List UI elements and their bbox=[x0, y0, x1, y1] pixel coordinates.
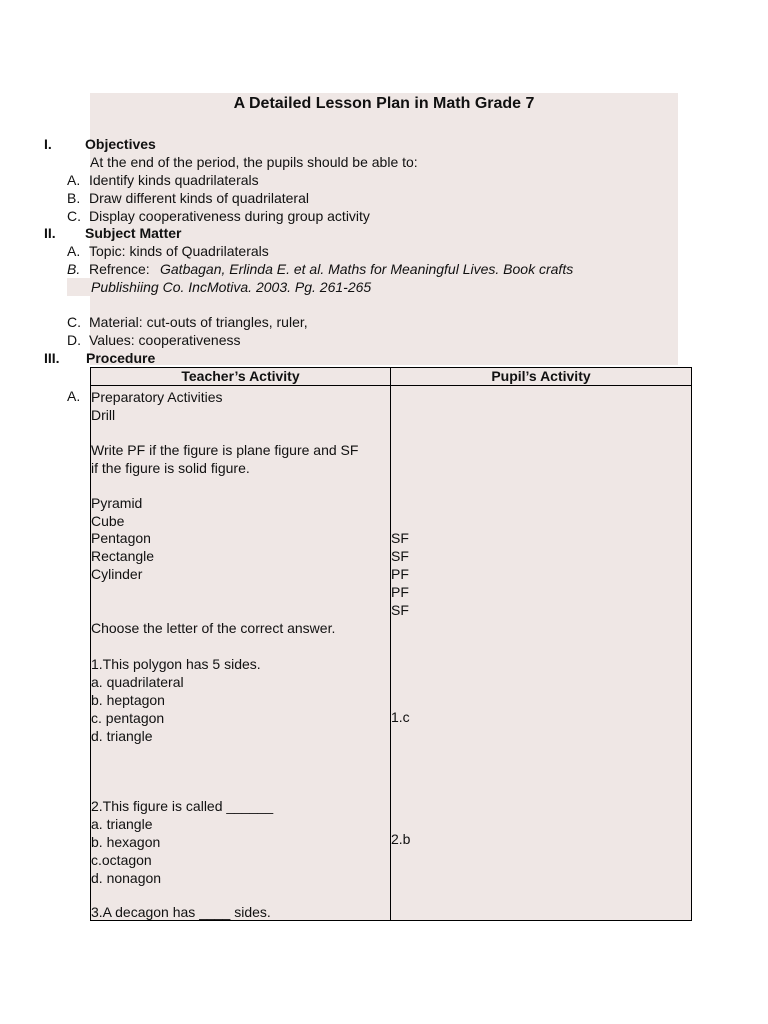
subject-letter: D. bbox=[67, 332, 81, 348]
column-header-teacher: Teacher’s Activity bbox=[91, 368, 391, 386]
teacher-line: a. quadrilateral bbox=[91, 674, 184, 690]
pupil-activity-content bbox=[391, 386, 691, 920]
pupil-answer: PF bbox=[391, 584, 409, 600]
reference-citation-line1: Gatbagan, Erlinda E. et al. Maths for Meaningful Lives. Book crafts bbox=[160, 261, 574, 277]
section-heading-procedure: Procedure bbox=[86, 350, 156, 366]
teacher-line: Write PF if the figure is plane figure and SF bbox=[91, 442, 359, 458]
subject-letter: C. bbox=[67, 314, 81, 330]
section-heading-subject-matter: Subject Matter bbox=[85, 225, 182, 241]
teacher-line: Drill bbox=[91, 407, 116, 423]
teacher-line: Rectangle bbox=[91, 548, 155, 564]
pupil-answer: PF bbox=[391, 566, 409, 582]
teacher-line: d. nonagon bbox=[91, 870, 162, 886]
column-header-pupil: Pupil’s Activity bbox=[391, 368, 692, 386]
subject-material: Material: cut-outs of triangles, ruler, bbox=[89, 314, 308, 330]
reference-citation-line2: Publishiing Co. IncMotiva. 2003. Pg. 261-265 bbox=[91, 279, 372, 295]
objective-letter: A. bbox=[67, 172, 81, 188]
pupil-answer: 1.c bbox=[391, 709, 410, 725]
objective-item: Identify kinds quadrilaterals bbox=[89, 172, 259, 188]
reference-shading bbox=[67, 278, 91, 296]
pupil-answer: SF bbox=[391, 548, 409, 564]
subject-values: Values: cooperativeness bbox=[89, 332, 241, 348]
objectives-intro: At the end of the period, the pupils should be able to: bbox=[90, 154, 418, 170]
subject-letter: A. bbox=[67, 243, 81, 259]
reference-label: Refrence: bbox=[89, 261, 150, 277]
objective-letter: B. bbox=[67, 190, 81, 206]
objective-letter: C. bbox=[67, 208, 81, 224]
section-numeral-objectives: I. bbox=[44, 136, 52, 152]
section-heading-objectives: Objectives bbox=[85, 136, 156, 152]
teacher-line: b. heptagon bbox=[91, 692, 165, 708]
teacher-line: a. triangle bbox=[91, 816, 153, 832]
pupil-answer: SF bbox=[391, 530, 409, 546]
table-row bbox=[91, 386, 692, 921]
pupil-activity-cell bbox=[391, 386, 692, 921]
teacher-line: Pentagon bbox=[91, 530, 151, 546]
procedure-table bbox=[90, 367, 692, 921]
teacher-line: Preparatory Activities bbox=[91, 389, 223, 405]
section-numeral-procedure: III. bbox=[44, 350, 60, 366]
teacher-line: 2.This figure is called ______ bbox=[91, 798, 274, 814]
pupil-answer: 2.b bbox=[391, 831, 411, 847]
teacher-line: b. hexagon bbox=[91, 834, 161, 850]
procedure-row-letter: A. bbox=[67, 388, 81, 404]
teacher-line: c. pentagon bbox=[91, 710, 165, 726]
subject-letter: B. bbox=[67, 261, 81, 277]
teacher-line: Pyramid bbox=[91, 495, 143, 511]
teacher-line: 3.A decagon has ____ sides. bbox=[91, 904, 271, 920]
teacher-line: c.octagon bbox=[91, 852, 152, 868]
teacher-line: Cube bbox=[91, 513, 125, 529]
section-numeral-subject-matter: II. bbox=[44, 225, 56, 241]
teacher-line: if the figure is solid figure. bbox=[91, 460, 250, 476]
table-header-row bbox=[91, 368, 692, 386]
teacher-line: d. triangle bbox=[91, 728, 153, 744]
objective-item: Draw different kinds of quadrilateral bbox=[89, 190, 309, 206]
pupil-answer: SF bbox=[391, 602, 409, 618]
document-title: A Detailed Lesson Plan in Math Grade 7 bbox=[233, 95, 535, 112]
objective-item: Display cooperativeness during group activity bbox=[89, 208, 370, 224]
teacher-activity-cell bbox=[91, 386, 391, 921]
teacher-line: Choose the letter of the correct answer. bbox=[91, 620, 336, 636]
teacher-activity-content bbox=[91, 386, 390, 920]
subject-topic: Topic: kinds of Quadrilaterals bbox=[89, 243, 269, 259]
teacher-line: Cylinder bbox=[91, 566, 143, 582]
teacher-line: 1.This polygon has 5 sides. bbox=[91, 656, 261, 672]
